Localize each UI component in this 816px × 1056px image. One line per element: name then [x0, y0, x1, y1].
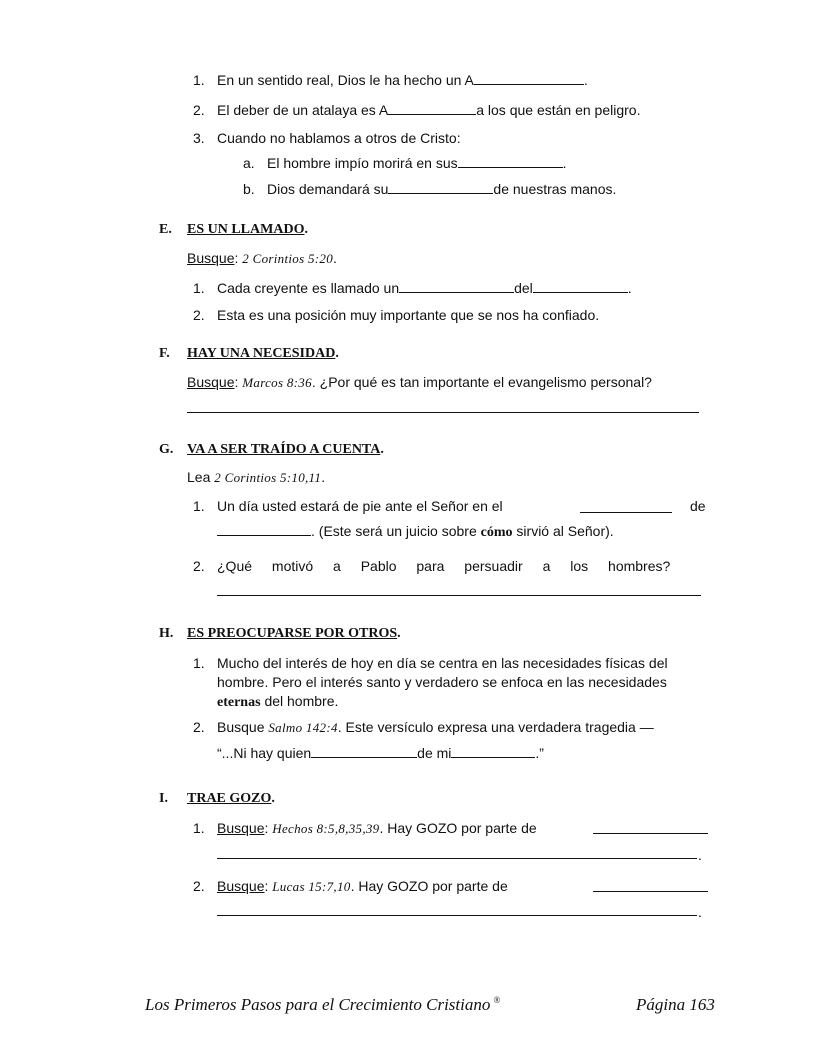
fill-blank[interactable]: [399, 279, 514, 293]
fill-blank[interactable]: [474, 71, 584, 85]
section-g-item-1-line-1: 1. Un día usted estará de pie ante el Señor en el: [193, 498, 503, 514]
list-item-1: 1. En un sentido real, Dios le ha hecho un A .: [193, 72, 588, 88]
line-end-period: .: [698, 904, 702, 920]
fill-blank[interactable]: [458, 154, 563, 168]
section-e-item-2: 2. Esta es una posición muy importante que se nos ha confiado.: [193, 307, 600, 323]
fill-blank[interactable]: [311, 744, 417, 758]
fill-blank[interactable]: [451, 744, 535, 758]
answer-line[interactable]: [187, 412, 699, 413]
line-end-period: .: [698, 847, 702, 863]
answer-line[interactable]: [217, 915, 697, 916]
answer-line[interactable]: [217, 595, 701, 596]
footer-page-number: Página 163: [636, 995, 715, 1014]
fill-blank[interactable]: [580, 499, 672, 513]
list-item-2: 2. El deber de un atalaya es A a los que están en peligro.: [193, 102, 641, 118]
section-f-heading: F. HAY UNA NECESIDAD.: [159, 346, 339, 361]
section-f-ref: Busque: Marcos 8:36. ¿Por qué es tan importante el evangelismo personal?: [187, 374, 652, 390]
section-g-heading: G. VA A SER TRAÍDO A CUENTA.: [159, 442, 384, 457]
list-item-3a: a. El hombre impío morirá en sus .: [243, 155, 567, 171]
section-g-item-2: 2. ¿Qué motivó a Pablo para persuadir a los hombres?: [193, 558, 671, 574]
fill-blank[interactable]: [217, 522, 311, 536]
list-item-3: 3. Cuando no hablamos a otros de Cristo:: [193, 130, 461, 146]
answer-line[interactable]: [217, 858, 697, 859]
section-h-item-1-line-1: 1. Mucho del interés de hoy en día se centra en las necesidades físicas del: [193, 655, 668, 671]
list-item-3b: b. Dios demandará su de nuestras manos.: [243, 181, 617, 197]
section-h-heading: H. ES PREOCUPARSE POR OTROS.: [159, 626, 401, 641]
section-e-heading: E. ES UN LLAMADO.: [159, 222, 308, 237]
fill-blank[interactable]: [593, 820, 708, 834]
section-h-item-1-line-2: hombre. Pero el interés santo y verdadero se enfoca en las necesidades: [217, 674, 667, 690]
section-i-heading: I. TRAE GOZO.: [159, 791, 275, 806]
section-g-ref: Lea 2 Corintios 5:10,11.: [187, 469, 326, 485]
fill-blank[interactable]: [388, 180, 493, 194]
fill-blank[interactable]: [388, 101, 476, 115]
section-g-item-1-de: de: [690, 498, 706, 514]
section-h-item-2-line-1: 2. Busque Salmo 142:4. Este versículo expresa una verdadera tragedia —: [193, 719, 654, 735]
fill-blank[interactable]: [593, 878, 708, 892]
section-h-item-1-line-3: eternas del hombre.: [217, 693, 339, 710]
section-h-item-2-line-2: “...Ni hay quien de mi .”: [217, 745, 544, 761]
footer-book-title: Los Primeros Pasos para el Crecimiento Cristiano ®: [145, 995, 501, 1014]
section-g-item-1-line-2: . (Este será un juicio sobre cómo sirvió al Señor).: [217, 522, 614, 542]
fill-blank[interactable]: [533, 279, 628, 293]
section-i-item-2: 2. Busque: Lucas 15:7,10. Hay GOZO por parte de: [193, 878, 508, 894]
section-e-item-1: 1. Cada creyente es llamado un del .: [193, 280, 632, 296]
section-i-item-1: 1. Busque: Hechos 8:5,8,35,39. Hay GOZO por parte de: [193, 820, 537, 836]
section-e-ref: Busque: 2 Corintios 5:20.: [187, 250, 337, 266]
